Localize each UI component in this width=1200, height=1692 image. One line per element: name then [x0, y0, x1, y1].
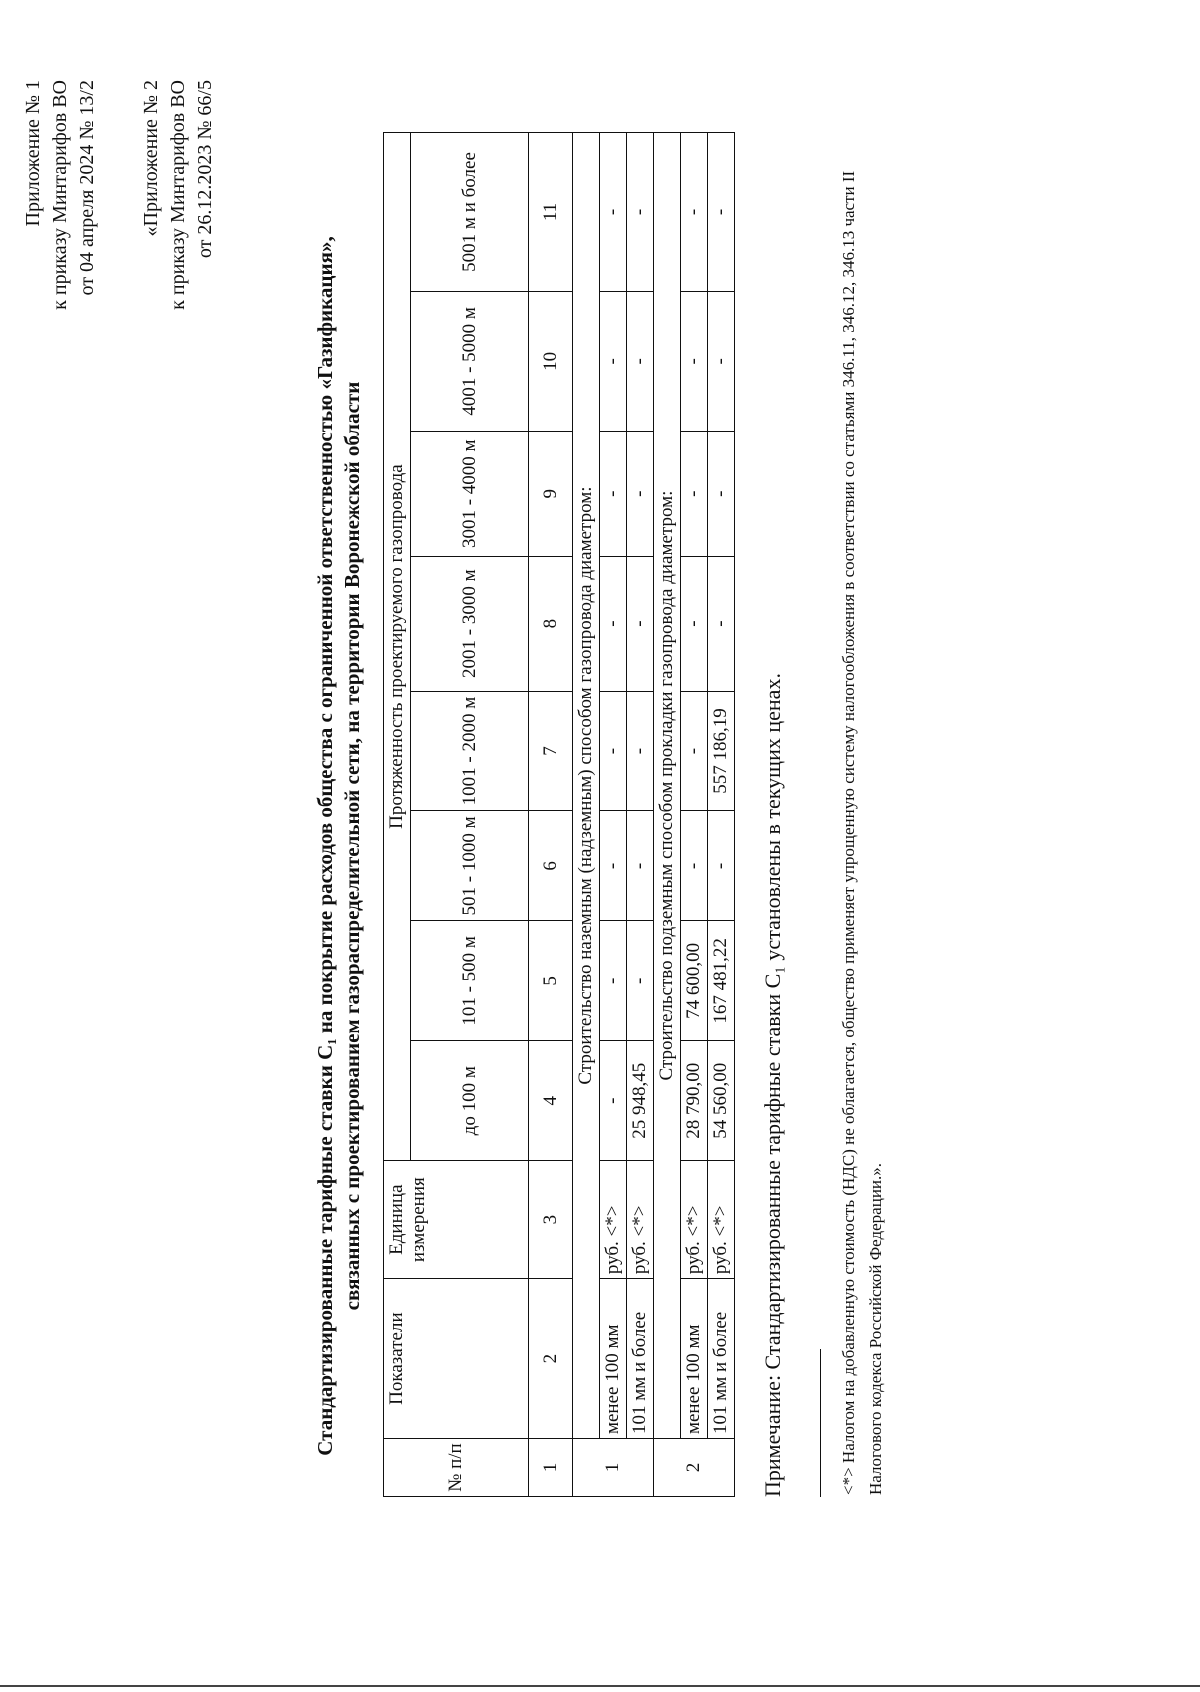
table-row [600, 133, 627, 1497]
column-number: 2 [529, 1279, 573, 1439]
cell-value: - [681, 556, 708, 691]
title-line-1: Стандартизированные тарифные ставки C₁ на покрытие расходов общества с ограниченной ответственностью «Газификация», [313, 236, 337, 1456]
row-indicator: менее 100 мм [681, 1279, 708, 1439]
row-unit: руб. <*> [627, 1161, 654, 1279]
column-number: 4 [529, 1041, 573, 1161]
cell-value: - [600, 921, 627, 1041]
section-1-num: 1 [573, 1439, 654, 1497]
table-note: Примечание: Стандартизированные тарифные ставки C₁ установлены в текущих ценах. [760, 673, 785, 1497]
cell-value: 74 600,00 [681, 921, 708, 1041]
cell-value: - [708, 556, 735, 691]
cell-value: - [681, 291, 708, 431]
section-2-num: 2 [654, 1439, 735, 1497]
header-unit: Единица измерения [384, 1161, 529, 1279]
cell-value: - [681, 691, 708, 811]
header-length-8: 5001 м и более [411, 133, 529, 292]
cell-value: - [681, 133, 708, 292]
cell-value: - [627, 556, 654, 691]
header-num: № п/п [384, 1439, 529, 1497]
table-row [627, 133, 654, 1497]
table-row [681, 133, 708, 1497]
table-row [708, 133, 735, 1497]
cell-value: - [627, 691, 654, 811]
header-length-4: 1001 - 2000 м [411, 691, 529, 811]
column-number: 9 [529, 431, 573, 556]
row-indicator: 101 мм и более [708, 1279, 735, 1439]
footnote: <*> Налогом на добавленную стоимость (НДС) не облагается, общество применяет упрощенную систему налогообложения в соответствии со статьями 346.11, 346.12, 346.13 части II Налогового кодекса Российской Федерации.». [839, 170, 885, 1495]
cell-value: - [708, 291, 735, 431]
header-length-3: 501 - 1000 м [411, 811, 529, 921]
row-unit: руб. <*> [600, 1161, 627, 1279]
column-number: 10 [529, 291, 573, 431]
document-title [312, 0, 366, 1692]
cell-value: - [627, 921, 654, 1041]
header-length-1: до 100 м [411, 1041, 529, 1161]
row-indicator: менее 100 мм [600, 1279, 627, 1439]
cell-value: - [600, 431, 627, 556]
cell-value: 54 560,00 [708, 1041, 735, 1161]
appendix-2-order: к приказу Минтарифов ВО [167, 80, 189, 310]
cell-value: - [600, 811, 627, 921]
section-2-title: Строительство подземным способом прокладки газопровода диаметром: [654, 133, 681, 1439]
cell-value: - [627, 291, 654, 431]
cell-value: - [708, 811, 735, 921]
column-number: 7 [529, 691, 573, 811]
column-number: 3 [529, 1161, 573, 1279]
cell-value: 25 948,45 [627, 1041, 654, 1161]
column-number: 1 [529, 1439, 573, 1497]
header-indicators: Показатели [384, 1279, 529, 1439]
appendix-2-title: «Приложение № 2 [140, 80, 162, 237]
header-length-group: Протяженность проектируемого газопровода [384, 133, 411, 1161]
cell-value: - [600, 133, 627, 292]
cell-value: - [600, 291, 627, 431]
cell-value: - [627, 811, 654, 921]
row-unit: руб. <*> [681, 1161, 708, 1279]
cell-value: 167 481,22 [708, 921, 735, 1041]
column-number: 8 [529, 556, 573, 691]
header-length-7: 4001 - 5000 м [411, 291, 529, 431]
cell-value: - [627, 431, 654, 556]
cell-value: - [600, 1041, 627, 1161]
row-indicator: 101 мм и более [627, 1279, 654, 1439]
appendix-1-order: к приказу Минтарифов ВО [49, 80, 71, 310]
footnote-separator [820, 1349, 821, 1497]
appendix-1-header [20, 80, 101, 310]
cell-value: - [681, 811, 708, 921]
appendix-2-header [138, 80, 219, 310]
cell-value: - [708, 133, 735, 292]
header-length-2: 101 - 500 м [411, 921, 529, 1041]
appendix-1-title: Приложение № 1 [22, 80, 44, 227]
column-number: 5 [529, 921, 573, 1041]
cell-value: 28 790,00 [681, 1041, 708, 1161]
cell-value: - [600, 691, 627, 811]
scan-edge-line [0, 1686, 1200, 1688]
cell-value: 557 186,19 [708, 691, 735, 811]
header-length-6: 3001 - 4000 м [411, 431, 529, 556]
cell-value: - [627, 133, 654, 292]
cell-value: - [708, 431, 735, 556]
header-length-5: 2001 - 3000 м [411, 556, 529, 691]
column-number: 11 [529, 133, 573, 292]
cell-value: - [681, 431, 708, 556]
column-number: 6 [529, 811, 573, 921]
section-1-title: Строительство наземным (надземным) способом газопровода диаметром: [573, 133, 600, 1439]
appendix-2-date: от 26.12.2023 № 66/5 [194, 80, 216, 259]
cell-value: - [600, 556, 627, 691]
title-line-2: связанных с проектированием газораспределительной сети, на территории Воронежской области [340, 381, 364, 1311]
appendix-1-date: от 04 апреля 2024 № 13/2 [76, 80, 98, 296]
row-unit: руб. <*> [708, 1161, 735, 1279]
tariff-table [383, 132, 735, 1497]
